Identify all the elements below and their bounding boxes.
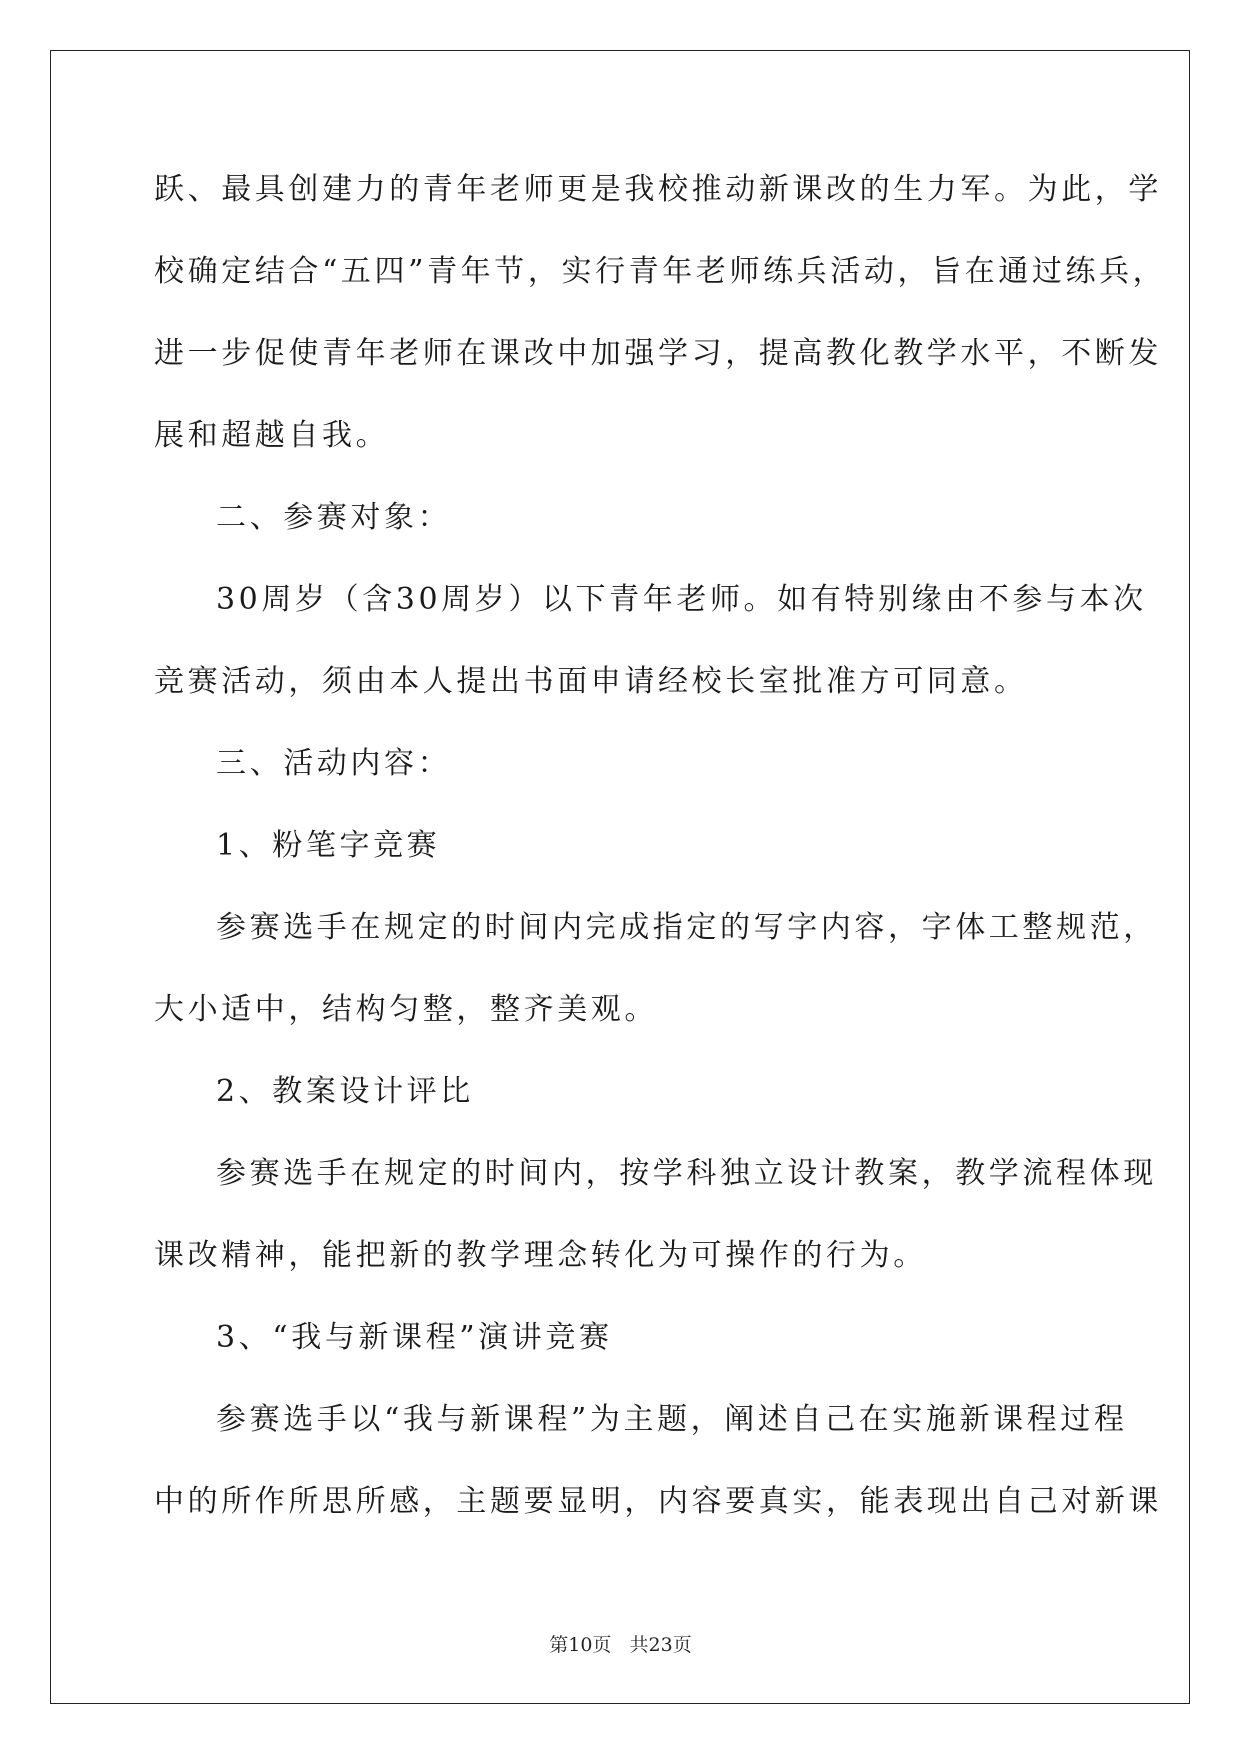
text-line: 大小适中，结构匀整，整齐美观。	[154, 992, 658, 1027]
page-footer	[0, 1633, 1241, 1657]
subsection-heading: 1、粉笔字竞赛	[216, 828, 441, 863]
subsection-heading: 2、教案设计评比	[216, 1074, 474, 1109]
text-line: 跃、最具创建力的青年老师更是我校推动新课改的生力军。为此，学	[154, 172, 1162, 207]
page-number: 第10页 共23页	[549, 1634, 692, 1656]
text-line: 进一步促使青年老师在课改中加强学习，提高教化教学水平，不断发	[154, 336, 1162, 371]
text-line: 展和超越自我。	[154, 418, 390, 453]
text-line: 校确定结合“五四”青年节，实行青年老师练兵活动，旨在通过练兵，	[154, 254, 1167, 289]
section-heading: 二、参赛对象：	[216, 500, 452, 535]
text-line: 竞赛活动，须由本人提出书面申请经校长室批准方可同意。	[154, 664, 1028, 699]
page-border	[50, 50, 1190, 1704]
text-line: 参赛选手以“我与新课程”为主题，阐述自己在实施新课程过程	[216, 1402, 1128, 1437]
text-line: 中的所作所思所感，主题要显明，内容要真实，能表现出自己对新课	[154, 1484, 1162, 1519]
subsection-heading: 3、“我与新课程”演讲竞赛	[216, 1320, 613, 1355]
text-line: 参赛选手在规定的时间内，按学科独立设计教案，教学流程体现	[216, 1156, 1157, 1191]
text-line: 30周岁（含30周岁）以下青年老师。如有特别缘由不参与本次	[216, 582, 1147, 617]
text-line: 课改精神，能把新的教学理念转化为可操作的行为。	[154, 1238, 927, 1273]
section-heading: 三、活动内容：	[216, 746, 452, 781]
text-line: 参赛选手在规定的时间内完成指定的写字内容，字体工整规范，	[216, 910, 1157, 945]
